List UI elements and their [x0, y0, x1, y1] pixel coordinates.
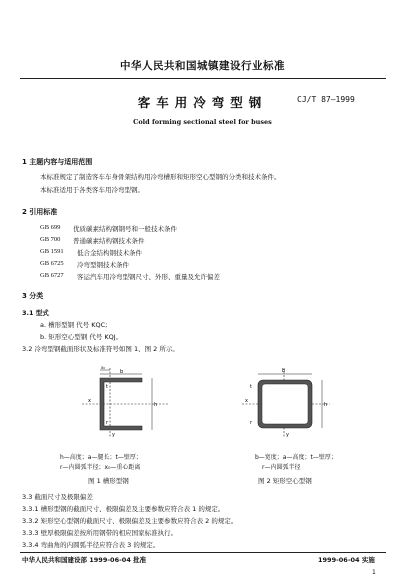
figure-1-caption: 图 1 槽形型钢: [88, 477, 129, 485]
section-3-1-heading: 3.1 型式: [22, 309, 49, 317]
section-3-2: 3.2 冷弯型钢截面形状及标准符号如图 1、图 2 所示。: [22, 345, 179, 353]
english-title: Cold forming sectional steel for buses: [133, 118, 272, 126]
fig1-r-label: r: [106, 420, 109, 426]
ref-code: GB 6725: [40, 260, 64, 267]
ref-name: 冷弯型钢技术条件: [77, 261, 129, 269]
figure-2-caption: 图 2 矩形空心型钢: [258, 477, 312, 485]
section-3-3: 3.3 截面尺寸及极限偏差: [22, 493, 93, 501]
document-title: 客车用冷弯型钢: [137, 95, 268, 110]
fig1-x0-label: x₀: [101, 366, 105, 370]
footer-rule: [20, 552, 386, 553]
header-rule: [20, 78, 386, 79]
section-3-3-3: 3.3.3 壁厚极限偏差按所用钢带的相应国家标准执行。: [22, 529, 178, 537]
section-3-3-2: 3.3.2 矩形空心型钢的截面尺寸、极限偏差及主要参数应符合表 2 的规定。: [22, 517, 238, 525]
section-3-3-4: 3.3.4 弯曲角的内圆弧半径应符合表 3 的规定。: [22, 541, 160, 549]
fig1-y-label: y: [112, 432, 115, 438]
ref-code: GB 6727: [40, 272, 64, 279]
figure-2-legend-line-1: b—宽度；a—高度；t—壁厚；: [255, 454, 337, 461]
fig2-x-label: x: [245, 398, 248, 404]
ref-code: GB 700: [40, 236, 61, 243]
fig1-t-label: t: [106, 384, 108, 390]
ref-name: 普通碳素结构钢技术条件: [73, 237, 145, 245]
figure-2-rectangular-diagram: [240, 366, 332, 440]
fig1-h-label: h: [154, 402, 158, 408]
ref-name: 优质碳素结构钢钢号和一般技术条件: [73, 225, 177, 233]
fig2-h-label: h: [324, 402, 328, 408]
fig2-r-label: r: [250, 420, 253, 426]
section-1-para-2: 本标准适用于各类客车用冷弯型钢。: [40, 186, 144, 194]
section-3-3-1: 3.3.1 槽形型钢的截面尺寸、极限偏差及主要参数应符合表 1 的规定。: [22, 505, 225, 513]
section-1-para-1: 本标准规定了制造客车车身骨架结构用冷弯槽形和矩形空心型钢的分类和技术条件。: [40, 173, 281, 181]
fig2-t-label: t: [250, 384, 252, 390]
standard-code: CJ/T 87—1999: [297, 95, 355, 104]
fig1-x-label: x: [88, 398, 91, 404]
approval-note: 中华人民共和国建设部 1999-06-04 批准: [22, 556, 147, 564]
section-3-1-b: b. 矩形空心型钢 代号 KQJ。: [40, 333, 123, 341]
figure-1-channel-diagram: [80, 366, 170, 440]
figure-1-legend-line-1: h—高度；a—腿长；t—壁厚；: [60, 454, 142, 461]
ref-name: 客运汽车用冷弯型钢尺寸、外形、重量及允许偏差: [77, 273, 220, 281]
implementation-date: 1999-06-04 实施: [318, 556, 375, 564]
section-3-1-a: a. 槽形型钢 代号 KQC;: [40, 321, 108, 329]
ref-code: GB 1591: [40, 248, 64, 255]
section-3-heading: 3 分类: [22, 292, 44, 300]
fig2-b-label: b: [282, 368, 286, 374]
figure-1-legend-line-2: r—内圆弧半径；x₀—重心距离: [60, 464, 141, 471]
page-number: 1: [372, 569, 376, 576]
section-2-heading: 2 引用标准: [22, 208, 58, 216]
issuing-authority: 中华人民共和国城镇建设行业标准: [120, 60, 285, 72]
ref-name: 低合金结构钢技术条件: [77, 249, 142, 257]
section-1-heading: 1 主题内容与适用范围: [22, 158, 93, 166]
fig1-b-label: b: [120, 369, 124, 375]
ref-code: GB 699: [40, 224, 61, 231]
fig2-y-label: y: [286, 432, 289, 438]
figure-2-legend-line-2: r—内圆弧半径: [262, 464, 301, 471]
